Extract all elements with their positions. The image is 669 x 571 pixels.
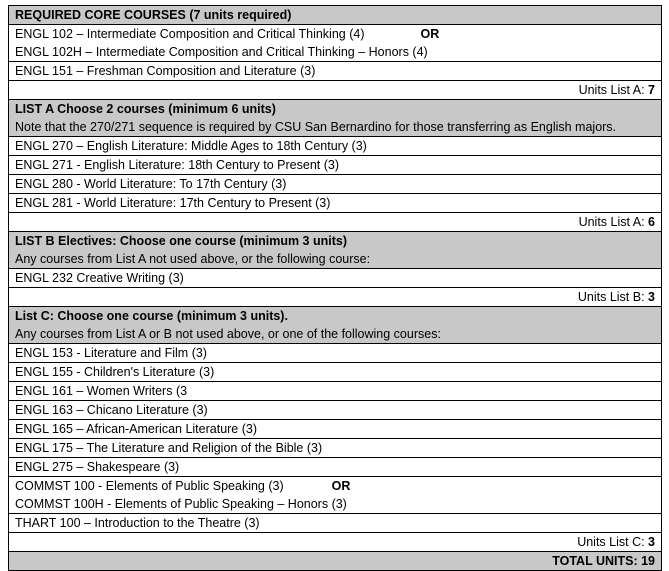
list-a-course-row: [9, 156, 661, 175]
course-engl270: ENGL 270 – English Literature: Middle Ages to 18th Century (3): [15, 139, 367, 153]
units-value: 3: [648, 290, 655, 304]
course-engl275: ENGL 275 – Shakespeare (3): [15, 460, 180, 474]
units-required-row: [9, 81, 661, 100]
list-a-title: LIST A Choose 2 courses (minimum 6 units): [15, 102, 276, 116]
course-engl161: ENGL 161 – Women Writers (3: [15, 384, 188, 398]
units-label: Units List A:: [578, 215, 649, 229]
units-value: 6: [648, 215, 655, 229]
list-c-course-row: [9, 363, 661, 382]
course-engl102: ENGL 102 – Intermediate Composition and Critical Thinking (4): [15, 27, 365, 41]
units-list-c-row: [9, 533, 661, 552]
course-commst100h: COMMST 100H - Elements of Public Speaking – Honors (3): [15, 497, 347, 511]
course-engl155: ENGL 155 - Children's Literature (3): [15, 365, 215, 379]
course-engl280: ENGL 280 - World Literature: To 17th Century (3): [15, 177, 287, 191]
course-engl271: ENGL 271 - English Literature: 18th Century to Present (3): [15, 158, 340, 172]
list-a-header: [9, 100, 661, 137]
list-a-note: Note that the 270/271 sequence is required by CSU San Bernardino for those transferring as English majors.: [15, 120, 617, 134]
units-label: Units List A:: [578, 83, 649, 97]
units-label: Units List B:: [577, 290, 649, 304]
course-engl153: ENGL 153 - Literature and Film (3): [15, 346, 207, 360]
or-label: OR: [420, 27, 440, 41]
units-list-b-row: [9, 288, 661, 307]
list-c-course-row: [9, 382, 661, 401]
course-engl151: ENGL 151 – Freshman Composition and Literature (3): [15, 64, 316, 78]
list-b-header: [9, 232, 661, 269]
list-c-note: Any courses from List A or B not used above, or one of the following courses:: [15, 327, 441, 341]
list-c-course-row: [9, 439, 661, 458]
list-c-commst-row: [9, 477, 661, 514]
list-a-course-row: [9, 137, 661, 156]
list-c-course-row: [9, 401, 661, 420]
course-engl102h: ENGL 102H – Intermediate Composition and Critical Thinking – Honors (4): [15, 45, 428, 59]
course-engl232: ENGL 232 Creative Writing (3): [15, 271, 184, 285]
list-b-course-row: [9, 269, 661, 288]
list-a-course-row: [9, 194, 661, 213]
list-c-course-row: [9, 344, 661, 363]
units-label: Units List C:: [577, 535, 649, 549]
total-units-row: [9, 552, 661, 570]
or-label: OR: [331, 479, 351, 493]
requirements-table: [8, 5, 662, 571]
total-units: TOTAL UNITS: 19: [552, 554, 655, 568]
units-value: 7: [648, 83, 655, 97]
course-thart100: THART 100 – Introduction to the Theatre (3): [15, 516, 260, 530]
list-c-course-row: [9, 420, 661, 439]
course-engl175: ENGL 175 – The Literature and Religion of the Bible (3): [15, 441, 323, 455]
list-b-note: Any courses from List A not used above, or the following course:: [15, 252, 371, 266]
units-list-a-row: [9, 213, 661, 232]
list-c-header: [9, 307, 661, 344]
course-engl165: ENGL 165 – African-American Literature (3): [15, 422, 258, 436]
list-a-course-row: [9, 175, 661, 194]
required-core-engl151-row: [9, 62, 661, 81]
list-b-title: LIST B Electives: Choose one course (minimum 3 units): [15, 234, 348, 248]
required-core-title: REQUIRED CORE COURSES (7 units required): [15, 8, 292, 22]
units-value: 3: [648, 535, 655, 549]
course-commst100: COMMST 100 - Elements of Public Speaking (3): [15, 479, 284, 493]
required-core-engl102-row: [9, 25, 661, 62]
list-c-course-row: [9, 458, 661, 477]
course-requirements-sheet: [8, 5, 662, 571]
list-c-title: List C: Choose one course (minimum 3 units).: [15, 309, 288, 323]
required-core-header: [9, 6, 661, 25]
course-engl281: ENGL 281 - World Literature: 17th Century to Present (3): [15, 196, 331, 210]
course-engl163: ENGL 163 – Chicano Literature (3): [15, 403, 208, 417]
list-c-course-row: [9, 514, 661, 533]
